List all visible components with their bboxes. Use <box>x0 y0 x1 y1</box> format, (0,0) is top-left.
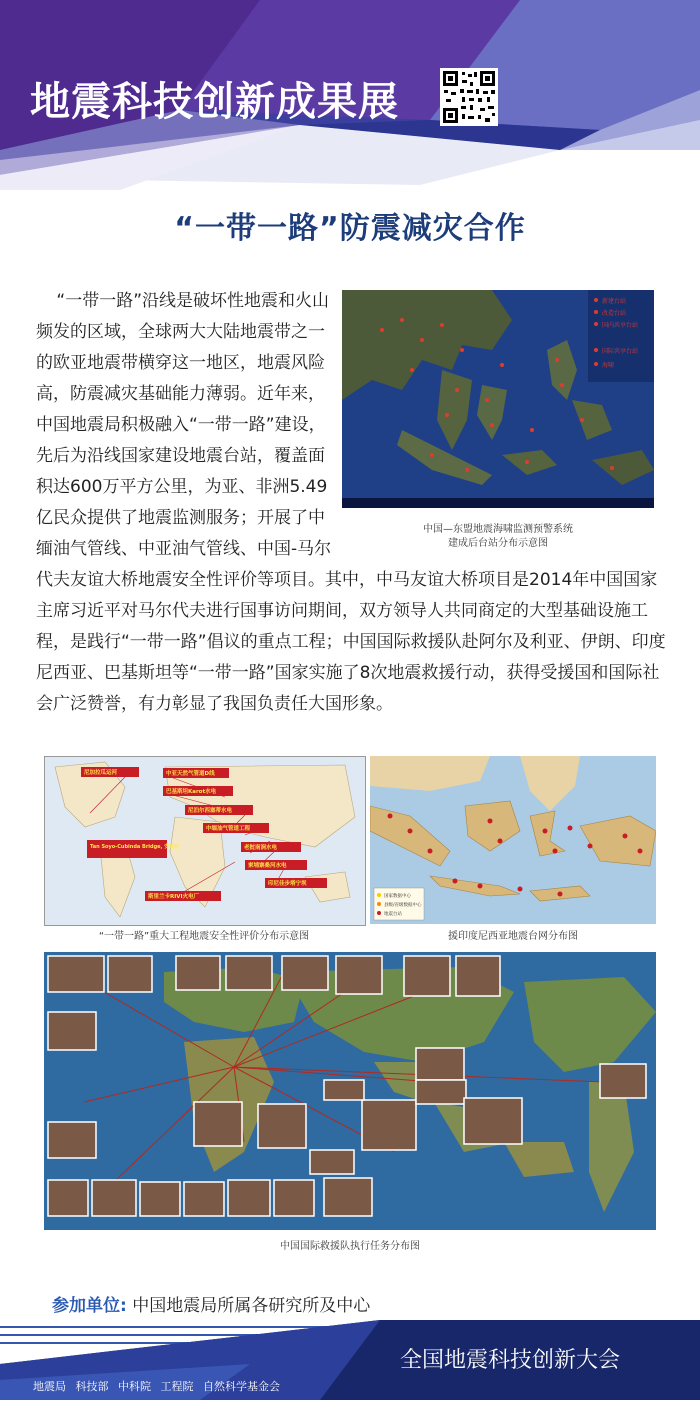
organizer-item: 科技部 <box>75 1380 109 1393</box>
svg-text:柬埔寨桑河水电: 柬埔寨桑河水电 <box>248 863 287 869</box>
qr-code-icon[interactable] <box>440 68 498 126</box>
svg-text:斯里兰卡RIVI火电厂: 斯里兰卡RIVI火电厂 <box>148 894 200 900</box>
organizer-item: 地震局 <box>33 1380 66 1393</box>
article-paragraph: “一带一路”沿线是破坏性地震和火山频发的区域，全球两大大陆地震带之一的欧亚地震带横穿这一地区，地震风险高，防震减灾基础能力薄弱。近年来，中国地震局积极融入“一带一路”建设，先后为沿线国家建设地震台站，覆盖面积达600万平方公里，为亚、非洲5.49亿民众提供了地震监测服务；开展了中缅油气管线、中亚油气管线、中国-马尔代夫友谊大桥地震安全性评价等项目。其中，中马友谊大桥项目是2014年中国国家主席习近平对马尔代夫进行国事访问期间，双方领导人共同商定的大型基础设施工程，是践行“一带一路”倡议的重点工程；中国国际救援队赴阿尔及利亚、伊朗、印度尼西亚、巴基斯坦等“一带一路”国家实施了8次地震救援行动，获得受援国和国际社会广泛赞誉，有力彰显了我国负责任大国形象。 <box>36 291 666 714</box>
svg-text:海啸: 海啸 <box>602 362 615 369</box>
svg-text:国家数据中心: 国家数据中心 <box>384 894 411 899</box>
svg-text:老挝南涧水电: 老挝南涧水电 <box>244 845 278 851</box>
congress-title: 全国地震科技创新大会 <box>400 1348 621 1373</box>
svg-text:改造台站: 改造台站 <box>602 310 627 317</box>
svg-text:印尼佳步塔宁坝: 印尼佳步塔宁坝 <box>268 881 307 887</box>
svg-text:县级/省级数据中心: 县级/省级数据中心 <box>384 903 422 908</box>
main-title: 地震科技创新成果展 <box>30 79 399 125</box>
indonesia-network-map <box>370 756 656 924</box>
indonesia-map-caption: 援印度尼西亚地震台网分布图 <box>448 931 578 942</box>
svg-text:新建台站: 新建台站 <box>602 298 627 305</box>
svg-text:尼泊尔西塞蒂水电: 尼泊尔西塞蒂水电 <box>188 808 233 814</box>
organizer-item: 中科院 <box>118 1380 151 1393</box>
svg-text:中亚天然气管道D线: 中亚天然气管道D线 <box>166 771 215 777</box>
article-body <box>36 286 666 720</box>
belt-road-project-map <box>44 756 366 926</box>
organizer-item: 自然科学基金会 <box>203 1380 280 1393</box>
rescue-mission-map <box>44 952 656 1230</box>
asean-map-caption: 中国—东盟地震海啸监测预警系统 建成后台站分布示意图 <box>423 524 573 549</box>
svg-text:地震台站: 地震台站 <box>384 912 402 917</box>
participants-text: 中国地震局所属各研究所及中心 <box>132 1296 371 1316</box>
belt-road-map-caption: “一带一路”重大工程地震安全性评价分布示意图 <box>98 931 310 942</box>
svg-text:巴基斯坦Karot水电: 巴基斯坦Karot水电 <box>166 789 217 795</box>
svg-text:尼加拉瓜运河: 尼加拉瓜运河 <box>84 770 118 776</box>
svg-text:Tan Soyo-Cubinda Bridge, 安哥拉: Tan Soyo-Cubinda Bridge, 安哥拉 <box>90 844 180 850</box>
svg-text:中缅油气管道工程: 中缅油气管道工程 <box>206 826 251 832</box>
section-subtitle: “一带一路”防震减灾合作 <box>174 211 526 246</box>
participants-line <box>52 1291 370 1316</box>
organizer-item: 工程院 <box>160 1380 194 1393</box>
svg-text:国内共享台站: 国内共享台站 <box>602 322 639 329</box>
organizer-list <box>33 1378 286 1394</box>
rescue-map-caption: 中国国际救援队执行任务分布图 <box>280 1241 420 1252</box>
header-banner <box>0 0 700 190</box>
svg-text:国际共享台站: 国际共享台站 <box>602 348 639 355</box>
participants-label: 参加单位: <box>52 1296 127 1316</box>
